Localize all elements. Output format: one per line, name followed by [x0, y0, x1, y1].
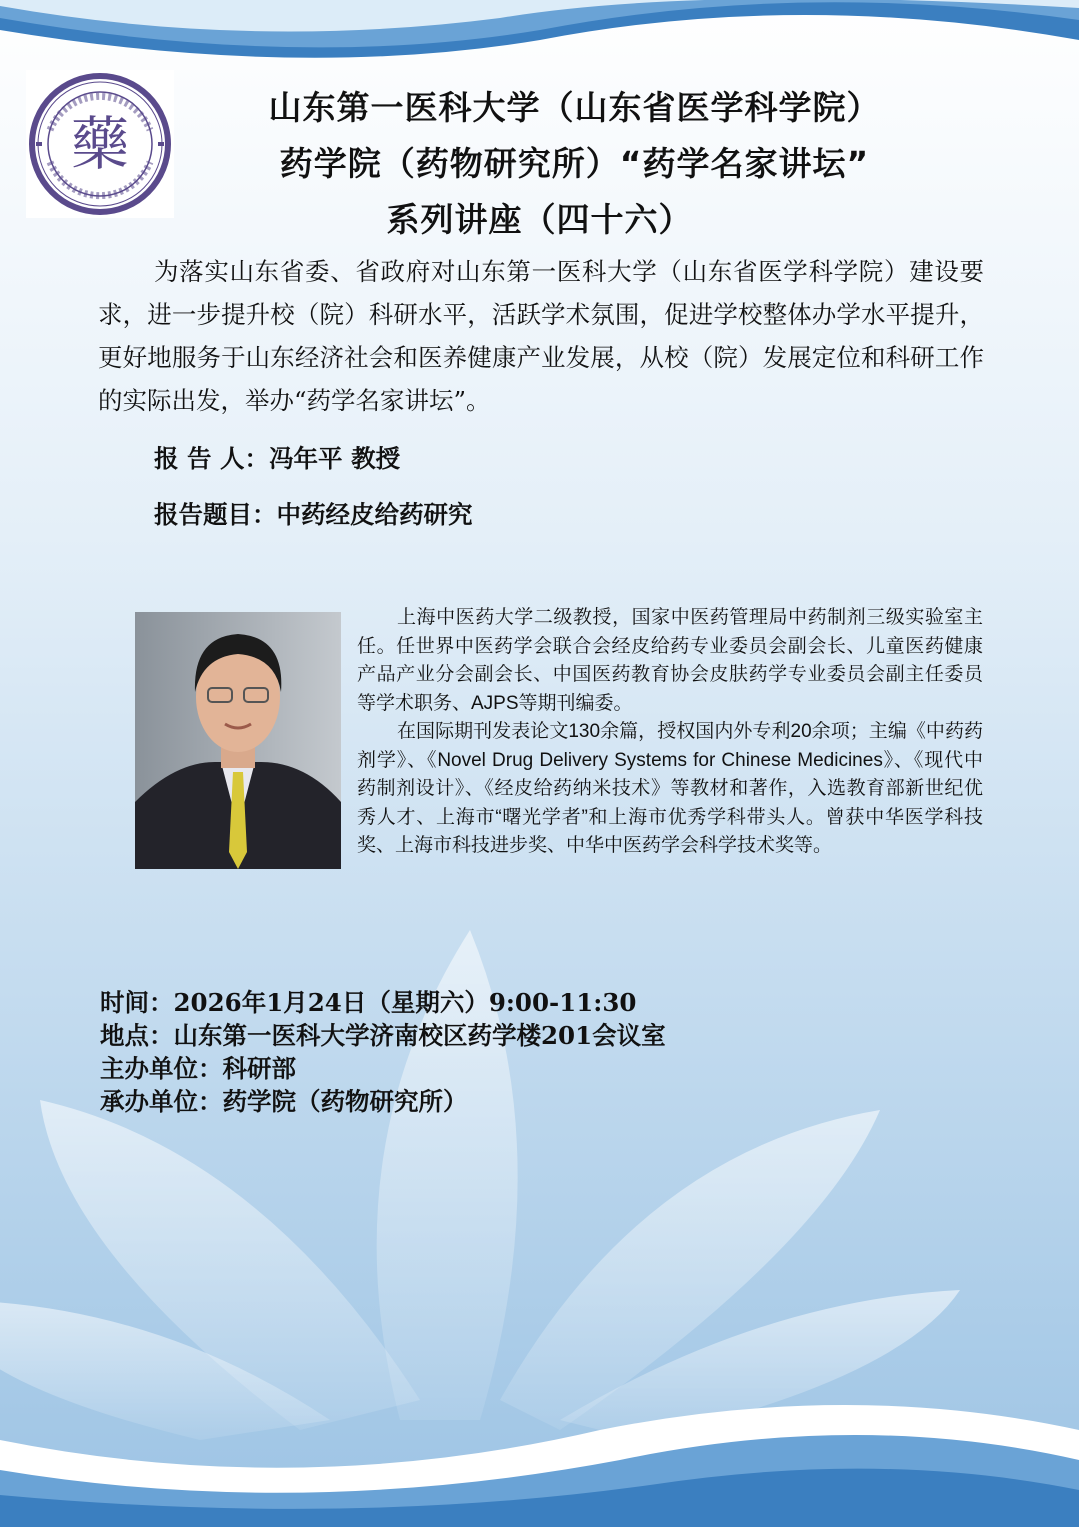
speaker-label: 报 告 人： — [154, 444, 270, 473]
topic-title: 中药经皮给药研究 — [276, 500, 473, 529]
speaker-name: 冯年平 教授 — [269, 444, 401, 473]
topic-row — [154, 496, 473, 531]
event-place: 地点：山东第一医科大学济南校区药学楼201会议室 — [100, 1021, 666, 1050]
title-line-3: 系列讲座（四十六） — [386, 200, 693, 239]
title-line-1: 山东第一医科大学（山东省医学科学院） — [268, 88, 881, 127]
bio-paragraph-2: 在国际期刊发表论文130余篇，授权国内外专利20余项；主编《中药药剂学》、《Novel Drug Delivery Systems for Chinese Medicines》、《现代中药制剂设计》、《经皮给药纳米技术》等教材和著作，入选教育部新世纪优秀人才、上海市“曙光学者”和上海市优秀学科带头人。曾获中华医学科技奖、上海市科技进步奖、中华中医药学会科学技术奖等。 — [357, 721, 983, 856]
event-host: 主办单位：科研部 — [100, 1054, 296, 1083]
title-line-2: 药学院（药物研究所）“药学名家讲坛” — [279, 144, 870, 183]
event-time: 时间：2026年1月24日（星期六）9:00-11:30 — [100, 988, 637, 1017]
speaker-bio — [357, 604, 983, 861]
intro-paragraph: 为落实山东省委、省政府对山东第一医科大学（山东省医学科学院）建设要求，进一步提升校（院）科研水平，活跃学术氛围，促进学校整体办学水平提升，更好地服务于山东经济社会和医养健康产业发展，从校（院）发展定位和科研工作的实际出发，举办“药学名家讲坛”。 — [98, 257, 984, 415]
speaker-row — [154, 440, 400, 475]
event-organizer: 承办单位：药学院（药物研究所） — [100, 1087, 468, 1116]
topic-label: 报告题目： — [154, 500, 277, 529]
bio-paragraph-1: 上海中医药大学二级教授，国家中医药管理局中药制剂三级实验室主任。任世界中医药学会联合会经皮给药专业委员会副会长、儿童医药健康产品产业分会副会长、中国医药教育协会皮肤药学专业委员会副主任委员等学术职务、AJPS等期刊编委。 — [357, 607, 983, 714]
speaker-photo — [135, 612, 341, 869]
logo-glyph: 藥 — [70, 110, 130, 178]
event-info — [100, 986, 666, 1118]
